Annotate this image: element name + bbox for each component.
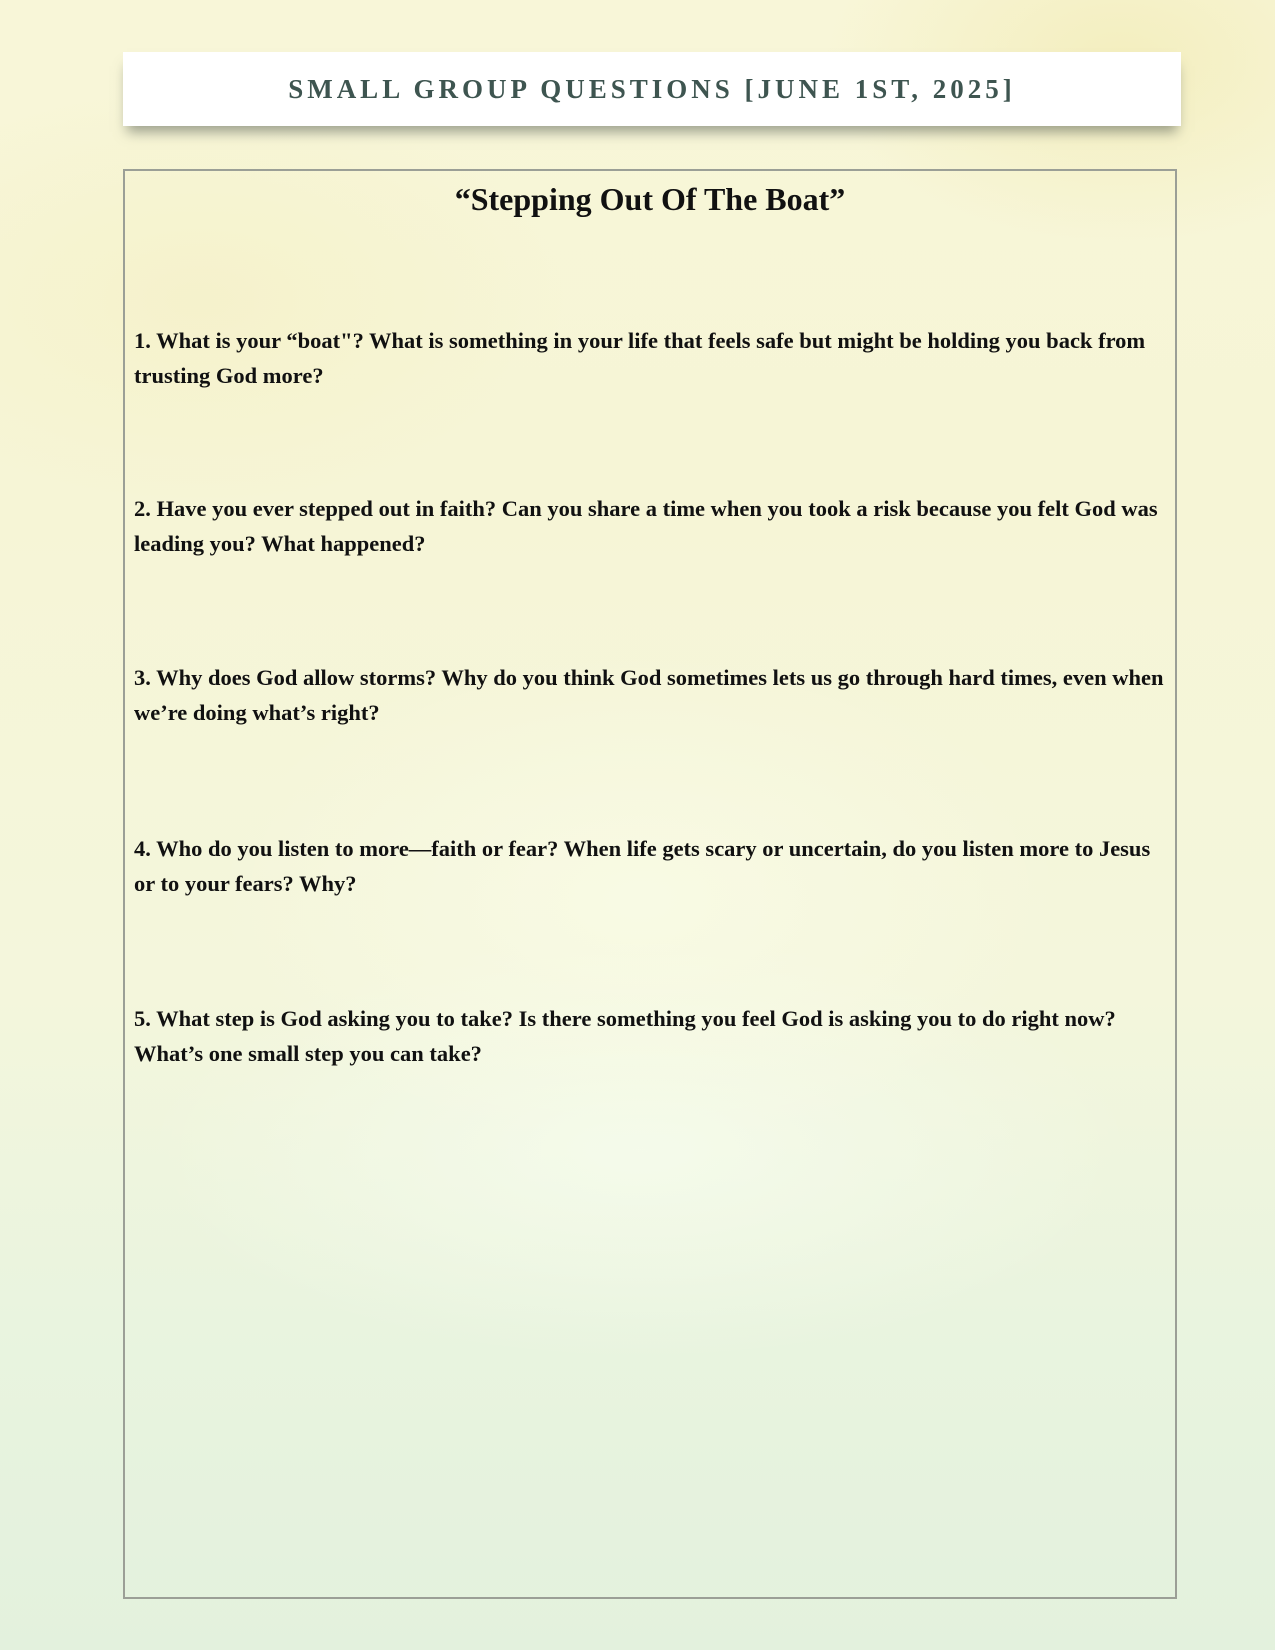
questions-frame <box>123 169 1177 1599</box>
question-4: 4. Who do you listen to more—faith or fear? When life gets scary or uncertain, do you listen more to Jesus or to your fears? Why? <box>134 836 1151 896</box>
document-title: “Stepping Out Of The Boat” <box>454 181 846 217</box>
question-2: 2. Have you ever stepped out in faith? Can you share a time when you took a risk because you felt God was leading you? What happened? <box>134 496 1158 556</box>
question-5: 5. What step is God asking you to take? Is there something you feel God is asking you to do right now? What’s one small step you can take? <box>134 1006 1116 1066</box>
question-1: 1. What is your “boat"? What is something in your life that feels safe but might be holding you back from trusting God more? <box>134 328 1146 388</box>
page-header-title: SMALL GROUP QUESTIONS [JUNE 1ST, 2025] <box>288 73 1016 104</box>
header-band <box>123 52 1181 126</box>
question-3: 3. Why does God allow storms? Why do you think God sometimes lets us go through hard times, even when we’re doing what’s right? <box>134 665 1164 725</box>
